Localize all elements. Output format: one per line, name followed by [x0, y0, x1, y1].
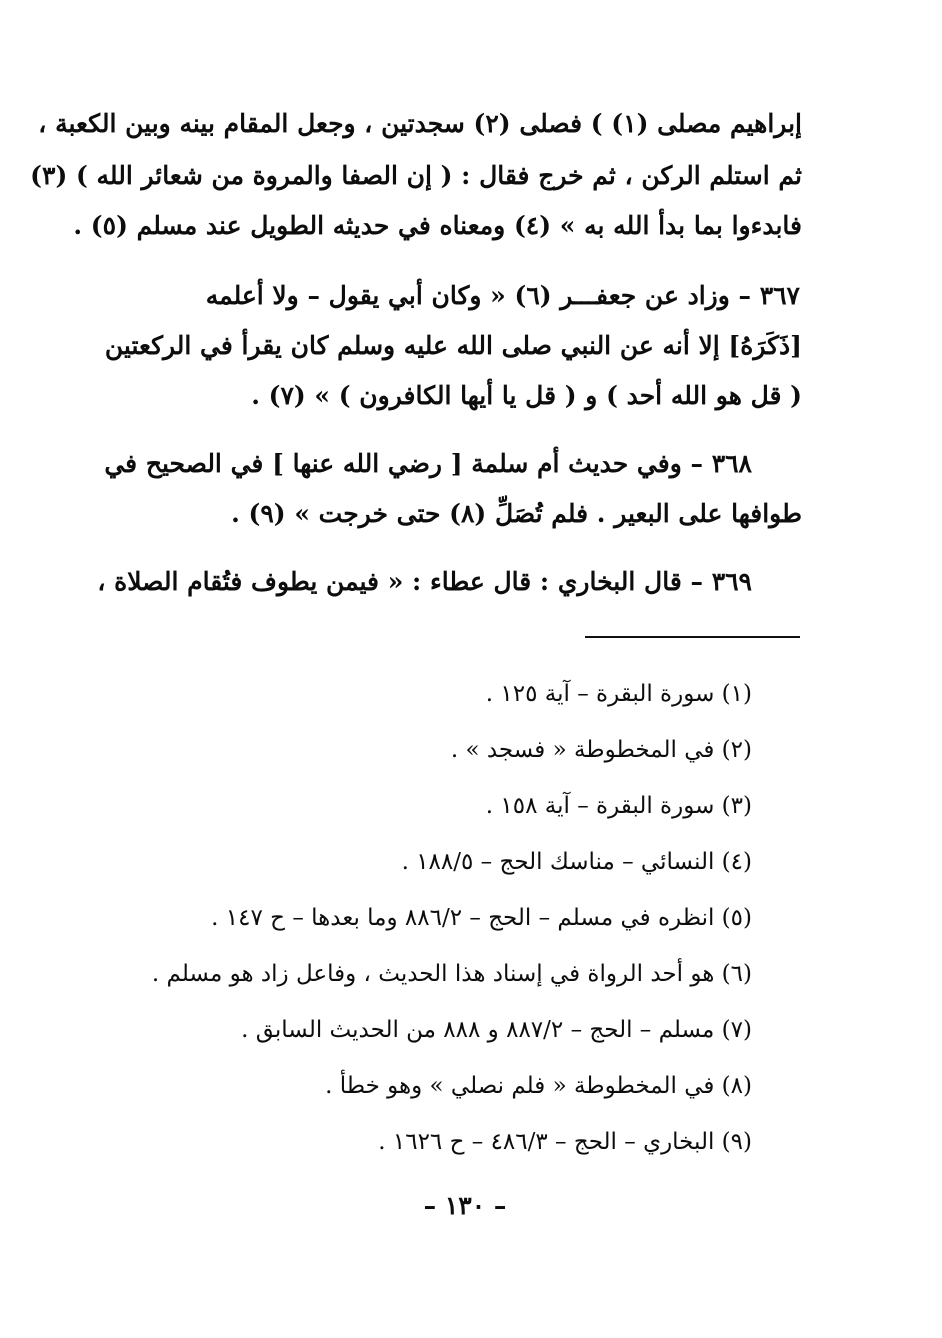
paragraph-368-line-2: طوافها على البعير . فلم تُصَلِّ (٨) حتى خرجت » (٩) .: [231, 499, 802, 528]
paragraph-367-line-3: ( قل هو الله أحد ) و ( قل يا أيها الكافرون ) » (٧) .: [251, 381, 802, 410]
footnote-8: (٨) في المخطوطة « فلم نصلي » وهو خطأ .: [325, 1073, 752, 1099]
main-text-line-1: إبراهيم مصلى (١) ) فصلى (٢) سجدتين ، وجعل المقام بينه وبين الكعبة ،: [38, 109, 802, 138]
main-text-line-2: ثم استلم الركن ، ثم خرج فقال : ( إن الصفا والمروة من شعائر الله ) (٣): [30, 161, 802, 190]
paragraph-367-line-2: [ذَكَرَهُ] إلا أنه عن النبي صلى الله عليه وسلم كان يقرأ في الركعتين: [104, 331, 802, 360]
footnote-2: (٢) في المخطوطة « فسجد » .: [450, 737, 752, 763]
footnote-9: (٩) البخاري – الحج – ٤٨٦/٣ – ح ١٦٢٦ .: [378, 1129, 752, 1155]
footnote-1: (١) سورة البقرة – آية ١٢٥ .: [485, 681, 752, 707]
page-number: – ١٣٠ –: [423, 1191, 507, 1220]
footnote-3: (٣) سورة البقرة – آية ١٥٨ .: [485, 793, 752, 819]
paragraph-368-line-1: ٣٦٨ – وفي حديث أم سلمة [ رضي الله عنها ] في الصحيح في: [104, 449, 752, 478]
footnote-4: (٤) النسائي – مناسك الحج – ١٨٨/٥ .: [401, 849, 752, 875]
footnote-separator: [585, 636, 800, 638]
footnote-7: (٧) مسلم – الحج – ٨٨٧/٢ و ٨٨٨ من الحديث السابق .: [241, 1017, 752, 1043]
footnote-5: (٥) انظره في مسلم – الحج – ٨٨٦/٢ وما بعدها – ح ١٤٧ .: [211, 905, 752, 931]
footnote-6: (٦) هو أحد الرواة في إسناد هذا الحديث ، وفاعل زاد هو مسلم .: [151, 961, 752, 987]
paragraph-369-line-1: ٣٦٩ – قال البخاري : قال عطاء : « فيمن يطوف فتُقام الصلاة ،: [97, 567, 752, 596]
main-text-line-3: فابدءوا بما بدأ الله به » (٤) ومعناه في حديثه الطويل عند مسلم (٥) .: [73, 211, 802, 240]
paragraph-367-line-1: ٣٦٧ – وزاد عن جعفـــر (٦) « وكان أبي يقول – ولا أعلمه: [205, 281, 800, 310]
